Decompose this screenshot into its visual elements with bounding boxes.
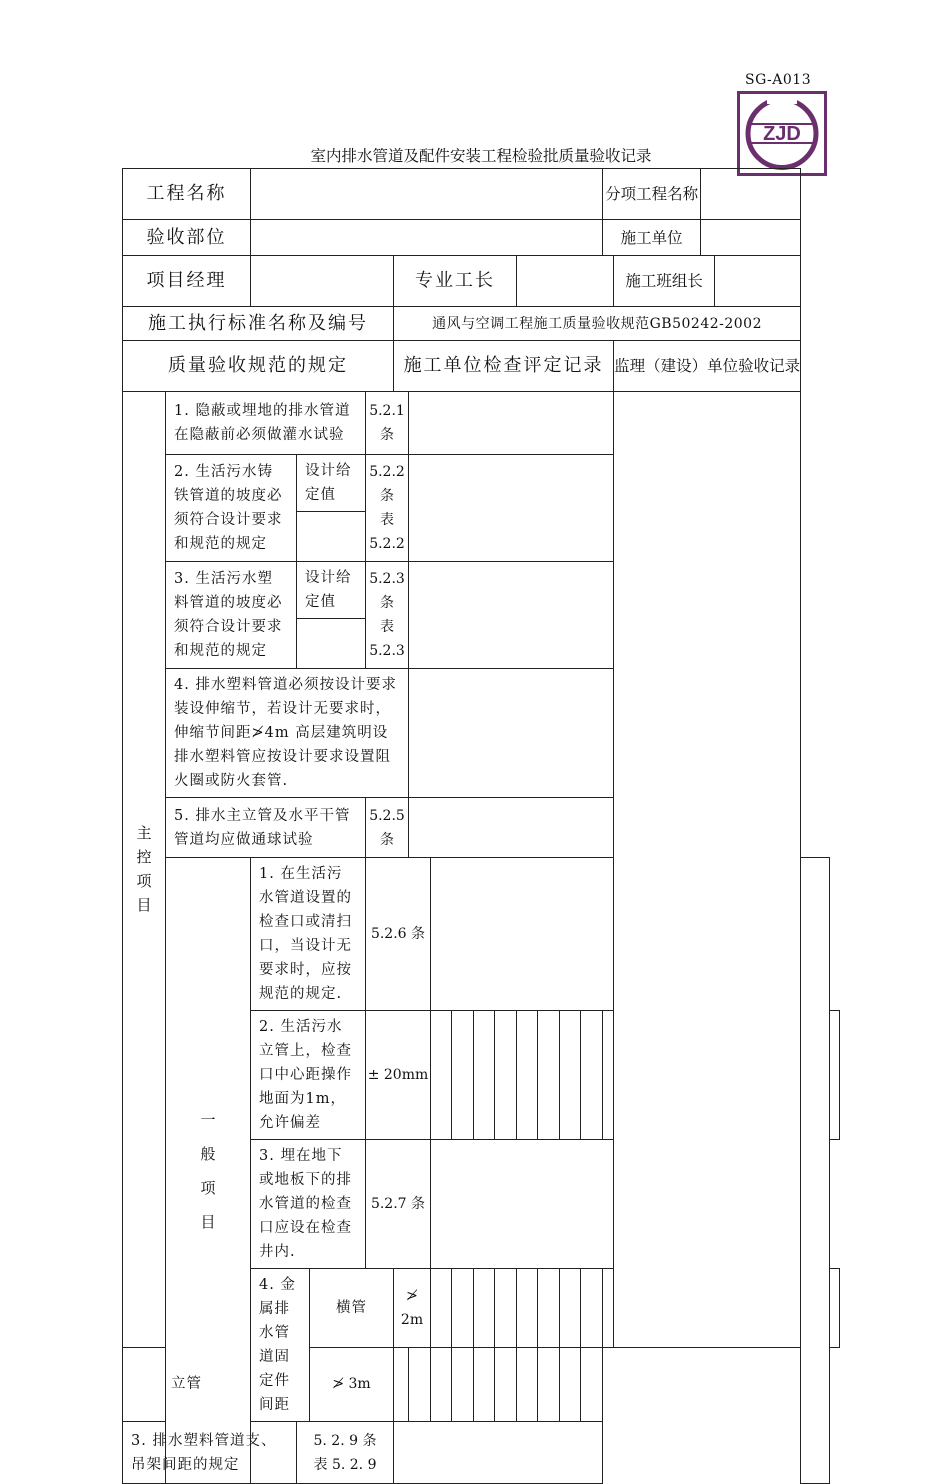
main-item-4: 4. 排水塑料管道必须按设计要求装设伸缩节，若设计无要求时，伸缩节间距≯4m 高层建筑明设排水塑料管应按设计要求设置阻火圈或防火套管. <box>166 669 409 798</box>
construction-check-column-header: 施工单位检查评定记录 <box>394 341 614 392</box>
page-title: 室内排水管道及配件安装工程检验批质量验收记录 <box>310 147 652 165</box>
general-item-1-ref: 5.2.6 条 <box>366 858 431 1011</box>
acceptance-part-label: 验收部位 <box>123 220 251 256</box>
document-code: SG-A013 <box>745 72 812 88</box>
main-item-3-design-value-field[interactable] <box>297 619 366 669</box>
general-supervision-record[interactable] <box>801 858 830 1484</box>
measure-cell[interactable] <box>474 1011 495 1140</box>
measure-cell[interactable] <box>431 1347 452 1421</box>
standard-label: 施工执行标准名称及编号 <box>123 307 394 341</box>
main-item-3-design-value-label: 设计给定值 <box>297 562 366 619</box>
general-item-3: 3. 埋在地下或地板下的排水管道的检查口应设在检查井内. <box>251 1140 366 1269</box>
project-name-field[interactable] <box>251 169 603 220</box>
supervision-column-header: 监理（建设）单位验收记录 <box>614 341 801 392</box>
construction-unit-field[interactable] <box>701 220 801 256</box>
general-item-5-ref: 5. 2. 9 条 表 5. 2. 9 <box>297 1422 394 1484</box>
sub-project-field[interactable] <box>701 169 801 220</box>
team-leader-field[interactable] <box>715 256 801 307</box>
standard-value: 通风与空调工程施工质量验收规范GB50242-2002 <box>394 307 801 341</box>
main-item-3-ref: 5.2.3 条 表 5.2.3 <box>366 562 409 669</box>
main-item-2-check[interactable] <box>409 455 614 562</box>
main-item-2-design-value-label: 设计给定值 <box>297 455 366 512</box>
general-item-1-check[interactable] <box>431 858 701 1011</box>
measure-cell[interactable] <box>394 1347 409 1421</box>
general-item-1: 1. 在生活污水管道设置的检查口或清扫口，当设计无要求时，应按规范的规定. <box>251 858 366 1011</box>
main-item-5-ref: 5.2.5 条 <box>366 798 409 858</box>
general-item-5: 3. 排水塑料管道支、吊架间距的规定 <box>123 1422 297 1484</box>
measure-cell[interactable] <box>560 1011 581 1140</box>
measure-cell[interactable] <box>409 1347 431 1421</box>
measure-cell[interactable] <box>452 1011 474 1140</box>
general-item-3-ref: 5.2.7 条 <box>366 1140 431 1269</box>
measure-cell[interactable] <box>517 1011 538 1140</box>
general-item-5-check[interactable] <box>394 1422 603 1484</box>
measure-cell[interactable] <box>538 1347 560 1421</box>
team-leader-label: 施工班组长 <box>614 256 715 307</box>
foreman-label: 专业工长 <box>394 256 517 307</box>
main-item-1-check[interactable] <box>409 392 614 455</box>
vertical-pipe-ref: ≯ 3m <box>310 1347 394 1421</box>
main-item-1-ref: 5.2.1 条 <box>366 392 409 455</box>
general-section-label: 一 般 项 目 <box>166 858 251 1484</box>
horizontal-pipe-ref: ≯ 2m <box>394 1269 431 1348</box>
horizontal-pipe-label: 横管 <box>310 1269 394 1348</box>
measure-cell[interactable] <box>538 1269 560 1348</box>
project-manager-field[interactable] <box>251 256 394 307</box>
measure-cell[interactable] <box>581 1011 603 1140</box>
measure-cell[interactable] <box>474 1269 495 1348</box>
measure-cell[interactable] <box>495 1347 517 1421</box>
foreman-field[interactable] <box>517 256 614 307</box>
measure-cell[interactable] <box>830 1011 840 1140</box>
measure-cell[interactable] <box>431 1011 452 1140</box>
measure-cell[interactable] <box>495 1011 517 1140</box>
measure-cell[interactable] <box>452 1269 474 1348</box>
main-item-5: 5. 排水主立管及水平干管管道均应做通球试验 <box>166 798 366 858</box>
general-item-4: 4. 金属排水管道固定件间距 <box>251 1269 310 1422</box>
measure-cell[interactable] <box>603 1011 614 1140</box>
general-item-2-ref: ± 20mm <box>366 1011 431 1140</box>
measure-cell[interactable] <box>495 1269 517 1348</box>
measure-cell[interactable] <box>560 1269 581 1348</box>
measure-cell[interactable] <box>581 1347 603 1421</box>
main-item-4-check[interactable] <box>409 669 614 798</box>
main-item-2: 2. 生活污水铸铁管道的坡度必须符合设计要求和规范的规定 <box>166 455 297 562</box>
inspection-record-table <box>122 168 840 1484</box>
measure-cell[interactable] <box>581 1269 603 1348</box>
measure-cell[interactable] <box>452 1347 474 1421</box>
acceptance-part-field[interactable] <box>251 220 603 256</box>
logo-text: ZJD <box>763 123 801 145</box>
project-manager-label: 项目经理 <box>123 256 251 307</box>
main-item-5-check[interactable] <box>409 798 614 858</box>
regulation-column-header: 质量验收规范的规定 <box>123 341 394 392</box>
vertical-pipe-label: 立管 <box>123 1347 251 1421</box>
sub-project-label: 分项工程名称 <box>603 169 701 220</box>
measure-cell[interactable] <box>517 1269 538 1348</box>
construction-unit-label: 施工单位 <box>603 220 701 256</box>
measure-cell[interactable] <box>603 1269 614 1348</box>
general-item-2: 2. 生活污水立管上，检查口中心距操作地面为1m，允许偏差 <box>251 1011 366 1140</box>
measure-cell[interactable] <box>431 1269 452 1348</box>
measure-cell[interactable] <box>474 1347 495 1421</box>
project-name-label: 工程名称 <box>123 169 251 220</box>
measure-cell[interactable] <box>830 1269 840 1348</box>
main-item-1: 1. 隐蔽或埋地的排水管道在隐蔽前必须做灌水试验 <box>166 392 366 455</box>
main-item-3: 3. 生活污水塑料管道的坡度必须符合设计要求和规范的规定 <box>166 562 297 669</box>
measure-cell[interactable] <box>560 1347 581 1421</box>
main-control-section-label: 主 控 项 目 <box>123 392 166 1348</box>
main-item-2-ref: 5.2.2 条 表 5.2.2 <box>366 455 409 562</box>
measure-cell[interactable] <box>538 1011 560 1140</box>
main-item-2-design-value-field[interactable] <box>297 512 366 562</box>
measure-cell[interactable] <box>517 1347 538 1421</box>
main-item-3-check[interactable] <box>409 562 614 669</box>
general-item-3-check[interactable] <box>431 1140 701 1269</box>
